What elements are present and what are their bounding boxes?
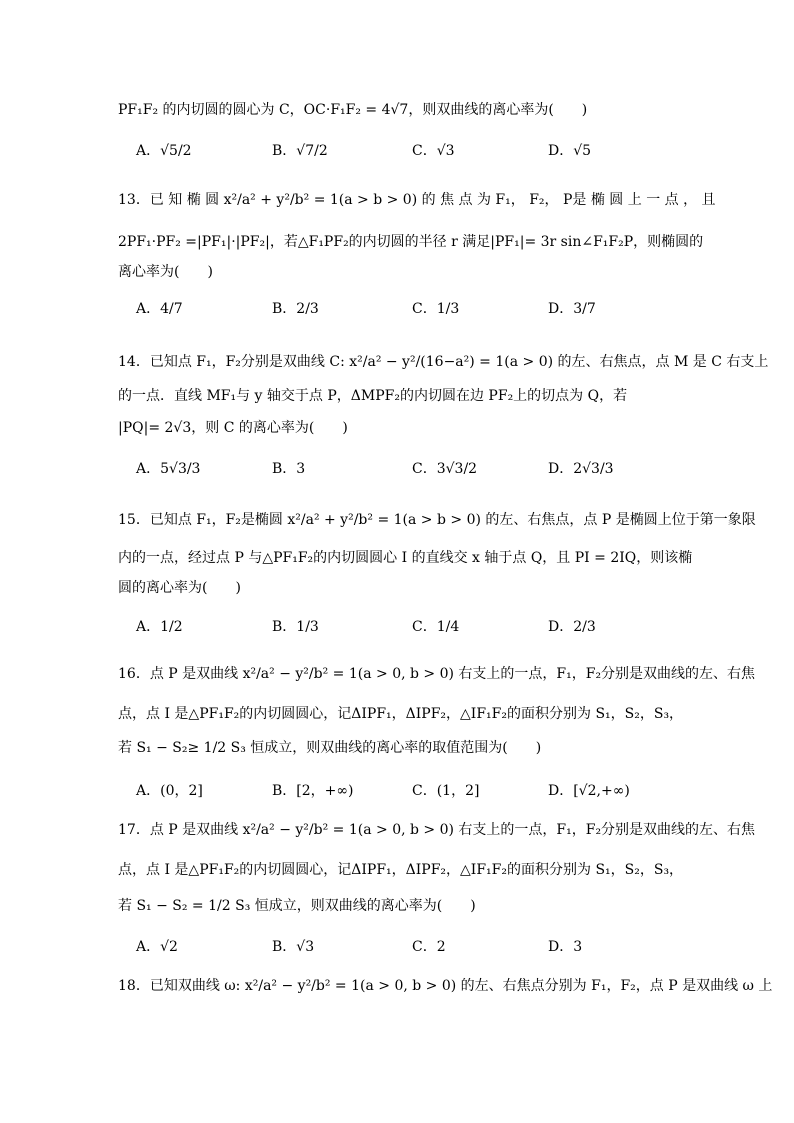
q15-line-1: 15．已知点 F₁，F₂是椭圆 x²/a² + y²/b² = 1(a > b > 0) 的左、右焦点，点 P 是椭圆上位于第一象限 <box>118 512 756 528</box>
q12-tail-line: PF₁F₂ 的内切圆的圆心为 C，OC·F₁F₂ = 4√7，则双曲线的离心率为( ) <box>118 102 588 118</box>
option-b: B．√3 <box>272 939 315 955</box>
option-c: C．1/3 <box>412 301 460 317</box>
q14-line-1: 14．已知点 F₁，F₂分别是双曲线 C: x²/a² − y²/(16−a²) = 1(a > 0) 的左、右焦点，点 M 是 C 右支上 <box>118 354 769 370</box>
q17-line-1: 17．点 P 是双曲线 x²/a² − y²/b² = 1(a > 0, b > 0) 右支上的一点，F₁，F₂分别是双曲线的左、右焦 <box>118 822 756 838</box>
q16-line-1: 16．点 P 是双曲线 x²/a² − y²/b² = 1(a > 0, b > 0) 右支上的一点，F₁，F₂分别是双曲线的左、右焦 <box>118 666 756 682</box>
q16-options <box>136 770 676 810</box>
q14-line-2: 的一点．直线 MF₁与 y 轴交于点 P，ΔMPF₂的内切圆在边 PF₂上的切点为 Q，若 <box>118 388 628 404</box>
option-b: B．2/3 <box>272 301 319 317</box>
option-d: D．2√3/3 <box>548 461 614 477</box>
option-d: D．[√2,+∞) <box>548 783 630 799</box>
q14-line-3: |PQ|= 2√3，则 C 的离心率为( ) <box>118 420 348 436</box>
q13-line-2: 2PF₁·PF₂ =|PF₁|·|PF₂|，若△F₁PF₂的内切圆的半径 r 满足|PF₁|= 3r sin∠F₁F₂P，则椭圆的 <box>118 234 704 250</box>
option-a: A．√2 <box>136 939 178 955</box>
q15-options <box>136 606 676 646</box>
q16-line-3: 若 S₁ − S₂≥ 1/2 S₃ 恒成立，则双曲线的离心率的取值范围为( ) <box>118 740 542 756</box>
option-a: A．(0，2] <box>136 783 203 799</box>
q13-line-3: 离心率为( ) <box>118 264 213 280</box>
q16-line-2: 点，点 I 是△PF₁F₂的内切圆圆心，记ΔIPF₁，ΔIPF₂，△IF₁F₂的面积分别为 S₁，S₂，S₃， <box>118 706 684 722</box>
option-c: C．√3 <box>412 143 455 159</box>
q15-line-2: 内的一点，经过点 P 与△PF₁F₂的内切圆圆心 I 的直线交 x 轴于点 Q，且 PI = 2IQ，则该椭 <box>118 550 693 566</box>
q13-options <box>136 288 676 328</box>
option-b: B．√7/2 <box>272 143 328 159</box>
option-c: C．3√3/2 <box>412 461 478 477</box>
q15-line-3: 圆的离心率为( ) <box>118 580 241 596</box>
option-b: B．[2，+∞) <box>272 783 354 799</box>
option-d: D．√5 <box>548 143 592 159</box>
q17-line-2: 点，点 I 是△PF₁F₂的内切圆圆心，记ΔIPF₁，ΔIPF₂，△IF₁F₂的面积分别为 S₁，S₂，S₃， <box>118 862 684 878</box>
option-a: A．1/2 <box>136 619 183 635</box>
option-a: A．√5/2 <box>136 143 192 159</box>
q13-line-1: 13．已 知 椭 圆 x²/a² + y²/b² = 1(a > b > 0) 的 焦 点 为 F₁， F₂， P是 椭 圆 上 一 点 ， 且 <box>118 192 716 208</box>
option-b: B．1/3 <box>272 619 319 635</box>
option-d: D．3 <box>548 939 583 955</box>
option-d: D．3/7 <box>548 301 596 317</box>
option-d: D．2/3 <box>548 619 596 635</box>
q17-line-3: 若 S₁ − S₂ = 1/2 S₃ 恒成立，则双曲线的离心率为( ) <box>118 898 476 914</box>
option-a: A．4/7 <box>136 301 183 317</box>
option-a: A．5√3/3 <box>136 461 201 477</box>
option-c: C．1/4 <box>412 619 460 635</box>
q17-options <box>136 926 676 966</box>
option-c: C．2 <box>412 939 446 955</box>
option-c: C．(1，2] <box>412 783 480 799</box>
q14-options <box>136 448 676 488</box>
q12-options <box>136 130 676 170</box>
option-b: B．3 <box>272 461 306 477</box>
q18-line-1: 18．已知双曲线 ω: x²/a² − y²/b² = 1(a > 0, b > 0) 的左、右焦点分别为 F₁，F₂，点 P 是双曲线 ω 上 <box>118 978 773 994</box>
